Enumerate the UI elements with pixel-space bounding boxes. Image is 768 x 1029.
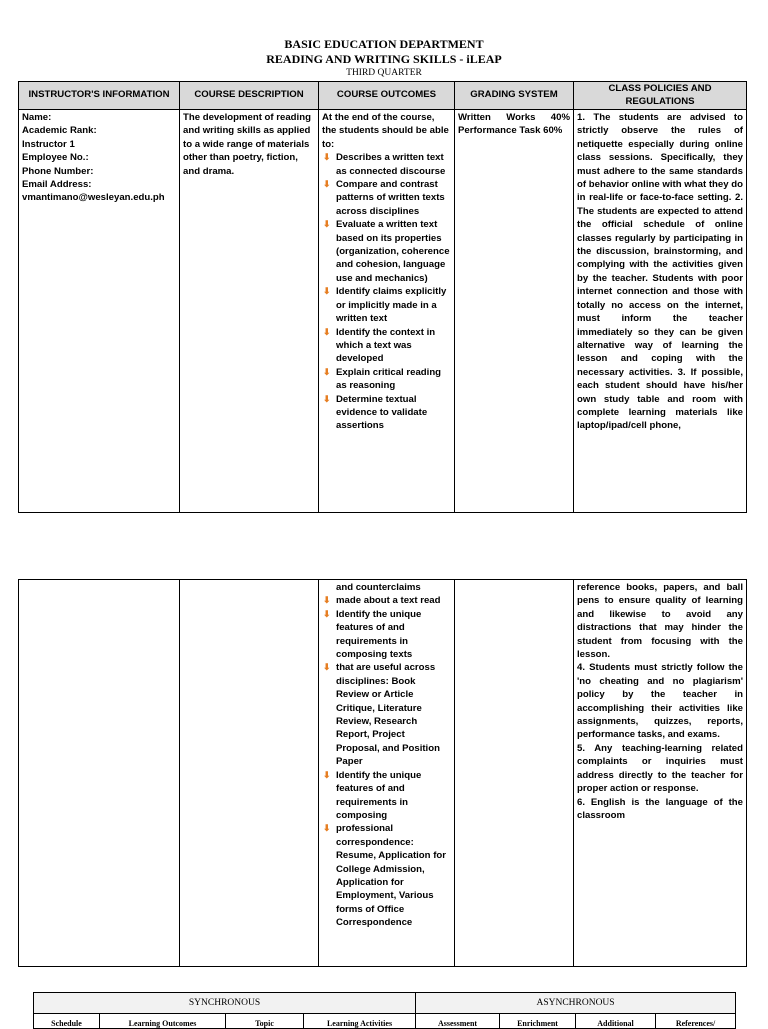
policies-cell-cont bbox=[574, 580, 747, 967]
instructor-email-label: Email Address: bbox=[22, 179, 92, 191]
schedule-table bbox=[33, 992, 736, 1029]
instructor-cell-empty bbox=[19, 580, 180, 967]
description-cell: The development of reading and writing skills as applied to a wide range of materials other than poetry, fiction, and drama. bbox=[180, 110, 319, 513]
outcomes-intro: At the end of the course, the students should be able to: bbox=[322, 112, 449, 150]
description-cell-empty bbox=[180, 580, 319, 967]
policy-5: 5. Any teaching-learning related complaints or inquiries must address directly to the teacher for proper action or response. bbox=[577, 742, 743, 795]
policy-3-cont: reference books, papers, and ball pens to ensure quality of learning and likewise to avoid any distractions that may hinder the student from focusing with the lesson. bbox=[577, 582, 743, 661]
arrow-bullet-icon: ⬇ bbox=[323, 608, 331, 619]
instructor-employee-no: Employee No.: bbox=[22, 152, 89, 164]
outcomes-continuation: and counterclaims bbox=[336, 582, 421, 593]
table-header-row bbox=[19, 82, 747, 110]
arrow-bullet-icon: ⬇ bbox=[323, 286, 331, 297]
syllabus-table-page2 bbox=[18, 579, 747, 967]
col-assessment: Assessment bbox=[416, 1014, 500, 1029]
outcomes-cell bbox=[319, 110, 455, 513]
grading-performance: Performance Task 60% bbox=[458, 125, 563, 137]
outcomes-list bbox=[322, 151, 451, 433]
arrow-bullet-icon: ⬇ bbox=[323, 595, 331, 606]
arrow-bullet-icon: ⬇ bbox=[323, 662, 331, 673]
department-title: BASIC EDUCATION DEPARTMENT bbox=[284, 37, 484, 51]
document-header bbox=[0, 37, 768, 79]
instructor-phone: Phone Number: bbox=[22, 165, 94, 177]
outcomes-cell-cont bbox=[319, 580, 455, 967]
col-description: COURSE DESCRIPTION bbox=[180, 82, 319, 110]
col-policies: CLASS POLICIES AND REGULATIONS bbox=[574, 82, 747, 110]
col-learning-outcomes: Learning Outcomes bbox=[100, 1014, 226, 1029]
col-enrichment: Enrichment bbox=[500, 1014, 576, 1029]
grading-cell-empty bbox=[455, 580, 574, 967]
table-row bbox=[34, 993, 736, 1014]
list-item: ⬇ Evaluate a written text based on its properties (organization, coherence and cohesion, language use and mechanics) bbox=[323, 219, 450, 284]
policy-4: 4. Students must strictly follow the 'no cheating and no plagiarism' policy by the teacher in accomplishing their activities like assignments, quizzes, reports, performance tasks, and exams. bbox=[577, 662, 743, 741]
col-grading: GRADING SYSTEM bbox=[455, 82, 574, 110]
policies-cell: 1. The students are advised to strictly observe the rules of netiquette especially during online class sessions. Specifically, they must adhere to the same standards of behavior online with what they do in real-life or face-to-face setting. 2. The students are expected to attend the official schedule of online classes regularly by participating in the discussion, brainstorming, and complying with the activities given by the teacher. Students with poor internet connection and those with totally no access on the internet, must inform the teacher immediately so they can be given alternative way of learning the lesson and coping with the necessary activities. 3. If possible, each student should have his/her own study table and room with complete learning materials like laptop/ipad/cell phone, bbox=[574, 110, 747, 513]
arrow-bullet-icon: ⬇ bbox=[323, 152, 331, 163]
list-item: ⬇ Describes a written text as connected discourse bbox=[323, 152, 446, 177]
table-row bbox=[34, 1014, 736, 1029]
list-item: ⬇ made about a text read bbox=[323, 595, 441, 607]
synchronous-header: SYNCHRONOUS bbox=[34, 993, 416, 1014]
table-row bbox=[19, 580, 747, 967]
outcomes-list-cont bbox=[322, 594, 451, 929]
list-item: ⬇ Explain critical reading as reasoning bbox=[323, 366, 442, 392]
syllabus-table-page1 bbox=[18, 81, 747, 513]
list-item: ⬇ Determine textual evidence to validate assertions bbox=[323, 393, 428, 432]
instructor-rank-value: Instructor 1 bbox=[22, 138, 75, 150]
arrow-bullet-icon: ⬇ bbox=[323, 769, 331, 780]
list-item: ⬇ Compare and contrast patterns of written texts across disciplines bbox=[323, 179, 445, 217]
quarter-label: THIRD QUARTER bbox=[346, 68, 422, 78]
arrow-bullet-icon: ⬇ bbox=[323, 326, 331, 337]
arrow-bullet-icon: ⬇ bbox=[323, 366, 331, 377]
list-item: ⬇ Identify claims explicitly or implicitly made in a written text bbox=[323, 286, 447, 325]
grading-written: Written Works 40% bbox=[458, 112, 570, 123]
list-item: ⬇ Identify the unique features of and requirements in composing bbox=[323, 769, 422, 821]
list-item: ⬇ Identify the unique features of and requirements in composing texts bbox=[323, 608, 422, 661]
arrow-bullet-icon: ⬇ bbox=[323, 823, 331, 834]
col-additional: Additional bbox=[576, 1014, 656, 1029]
instructor-cell bbox=[19, 110, 180, 513]
arrow-bullet-icon: ⬇ bbox=[323, 219, 331, 230]
table-row bbox=[19, 110, 747, 513]
instructor-name: Name: bbox=[22, 112, 52, 123]
list-item: ⬇ that are useful across disciplines: Book Review or Article Critique, Literature Review, Research Report, Project Proposal, and Position Paper bbox=[323, 662, 440, 768]
col-references: References/ bbox=[656, 1014, 736, 1029]
grading-cell bbox=[455, 110, 574, 513]
col-learning-activities: Learning Activities bbox=[304, 1014, 416, 1029]
arrow-bullet-icon: ⬇ bbox=[323, 179, 331, 190]
col-topic: Topic bbox=[226, 1014, 304, 1029]
col-schedule: Schedule bbox=[34, 1014, 100, 1029]
list-item: ⬇ professional correspondence: Resume, Application for College Admission, Application for Employment, Various forms of Office Correspondence bbox=[323, 823, 446, 929]
subject-title: READING AND WRITING SKILLS - iLEAP bbox=[266, 52, 502, 66]
col-instructor: INSTRUCTOR'S INFORMATION bbox=[19, 82, 180, 110]
policy-6: 6. English is the language of the classroom bbox=[577, 796, 743, 821]
list-item: ⬇ Identify the context in which a text was developed bbox=[323, 326, 436, 365]
instructor-rank: Academic Rank: bbox=[22, 125, 97, 137]
asynchronous-header: ASYNCHRONOUS bbox=[416, 993, 736, 1014]
arrow-bullet-icon: ⬇ bbox=[323, 393, 331, 404]
col-outcomes: COURSE OUTCOMES bbox=[319, 82, 455, 110]
instructor-email: vmantimano@wesleyan.edu.ph bbox=[22, 192, 165, 204]
